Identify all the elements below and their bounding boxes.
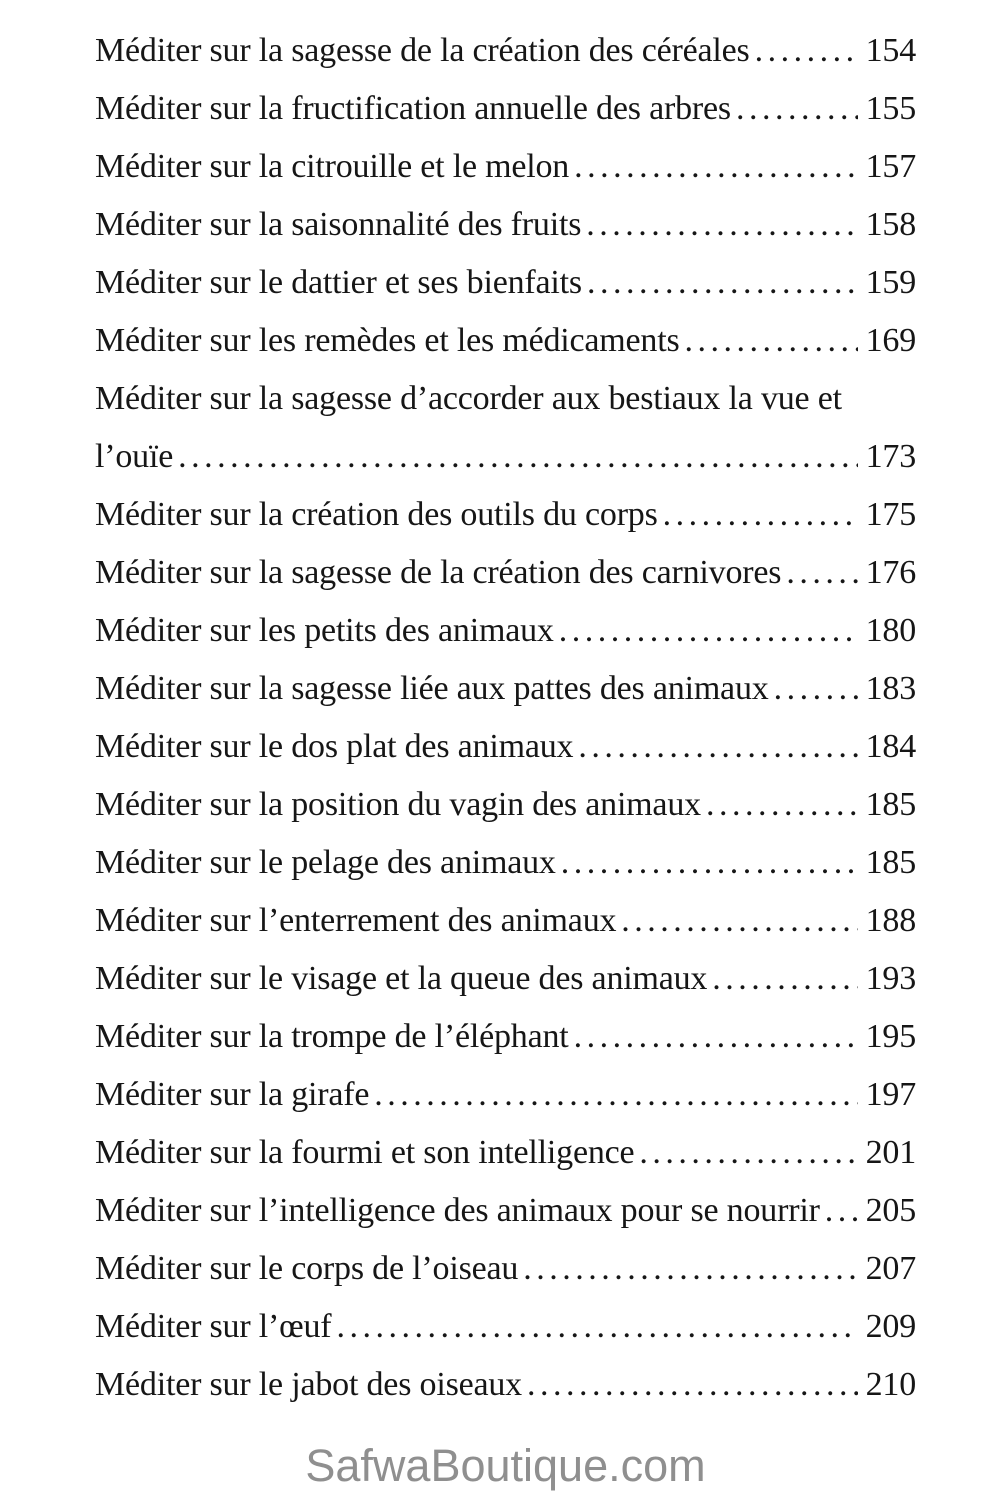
toc-entry-page-number: 188 [865, 902, 916, 939]
toc-entry-title: Méditer sur les remèdes et les médicaments [95, 322, 680, 359]
toc-entry-page-number: 201 [865, 1134, 916, 1171]
toc-entry-title: Méditer sur la position du vagin des animaux [95, 786, 701, 823]
toc-entry-title: Méditer sur les petits des animaux [95, 612, 554, 649]
watermark: SafwaBoutique.com [305, 1440, 706, 1491]
dot-leader [755, 22, 858, 80]
dot-leader [587, 254, 858, 312]
toc-entry [95, 312, 916, 370]
toc-entry-title: Méditer sur le visage et la queue des animaux [95, 960, 708, 997]
toc-entry [95, 1066, 916, 1124]
toc-entry-title: Méditer sur la saisonnalité des fruits [95, 206, 582, 243]
toc-entry-title: Méditer sur l’enterrement des animaux [95, 902, 617, 939]
toc-entry [95, 660, 916, 718]
dot-leader [786, 544, 857, 602]
toc-entry-page-number: 185 [865, 844, 916, 881]
dot-leader [336, 1298, 857, 1356]
dot-leader [574, 138, 857, 196]
toc-entry [95, 80, 916, 138]
toc-entry-page-number: 158 [865, 206, 916, 243]
toc-entry-page-number: 169 [865, 322, 916, 359]
dot-leader [574, 1008, 858, 1066]
toc-entry-page-number: 183 [865, 670, 916, 707]
toc-entry [95, 486, 916, 544]
dot-leader [621, 892, 857, 950]
toc-entry-page-number: 205 [865, 1192, 916, 1229]
toc-entry [95, 544, 916, 602]
toc-list [95, 22, 916, 1414]
dot-leader [774, 660, 858, 718]
toc-entry-page-number: 180 [865, 612, 916, 649]
toc-entry [95, 370, 916, 486]
toc-entry-page-number: 173 [865, 438, 916, 475]
toc-entry [95, 138, 916, 196]
toc-entry-title: l’ouïe [95, 438, 174, 475]
toc-entry-page-number: 195 [865, 1018, 916, 1055]
dot-leader [586, 196, 857, 254]
toc-entry [95, 602, 916, 660]
dot-leader [374, 1066, 857, 1124]
toc-entry-page-number: 207 [865, 1250, 916, 1287]
toc-entry-page-number: 197 [865, 1076, 916, 1113]
toc-entry-title: Méditer sur la fourmi et son intelligence [95, 1134, 635, 1171]
toc-entry-title: Méditer sur la trompe de l’éléphant [95, 1018, 569, 1055]
toc-entry [95, 1298, 916, 1356]
toc-entry [95, 776, 916, 834]
toc-entry-page-number: 209 [865, 1308, 916, 1345]
toc-entry-page-number: 210 [865, 1366, 916, 1403]
toc-entry [95, 950, 916, 1008]
toc-entry-title: Méditer sur le pelage des animaux [95, 844, 556, 881]
toc-entry-title: Méditer sur la création des outils du corps [95, 496, 658, 533]
toc-entry-title: Méditer sur la sagesse de la création des céréales [95, 32, 750, 69]
dot-leader [527, 1356, 858, 1414]
toc-entry-title-line: Méditer sur la sagesse d’accorder aux bestiaux la vue et [95, 380, 842, 417]
toc-entry-page-number: 159 [865, 264, 916, 301]
dot-leader [178, 428, 857, 486]
toc-entry-title: Méditer sur le dattier et ses bienfaits [95, 264, 582, 301]
toc-entry-page-number: 155 [865, 90, 916, 127]
dot-leader [663, 486, 858, 544]
toc-entry-title: Méditer sur l’œuf [95, 1308, 332, 1345]
dot-leader [736, 80, 858, 138]
toc-entry-page-number: 185 [865, 786, 916, 823]
toc-entry-title: Méditer sur la citrouille et le melon [95, 148, 570, 185]
toc-entry [95, 718, 916, 776]
dot-leader [706, 776, 858, 834]
toc-entry [95, 1182, 916, 1240]
toc-entry-page-number: 154 [865, 32, 916, 69]
dot-leader [712, 950, 857, 1008]
dot-leader [825, 1182, 858, 1240]
toc-entry-title: Méditer sur le jabot des oiseaux [95, 1366, 522, 1403]
toc-entry-page-number: 157 [865, 148, 916, 185]
toc-entry-page-number: 176 [865, 554, 916, 591]
toc-entry [95, 1356, 916, 1414]
toc-entry-title: Méditer sur la sagesse de la création des carnivores [95, 554, 782, 591]
dot-leader [685, 312, 858, 370]
toc-entry-page-number: 184 [865, 728, 916, 765]
toc-entry-title: Méditer sur le corps de l’oiseau [95, 1250, 519, 1287]
dot-leader [523, 1240, 857, 1298]
toc-entry [95, 254, 916, 312]
toc-entry-title: Méditer sur l’intelligence des animaux pour se nourrir [95, 1192, 820, 1229]
toc-entry [95, 22, 916, 80]
dot-leader [578, 718, 857, 776]
toc-entry-title: Méditer sur la sagesse liée aux pattes des animaux [95, 670, 769, 707]
toc-entry [95, 892, 916, 950]
dot-leader [639, 1124, 857, 1182]
toc-entry-title: Méditer sur la fructification annuelle des arbres [95, 90, 731, 127]
dot-leader [561, 834, 858, 892]
toc-entry [95, 1008, 916, 1066]
dot-leader [559, 602, 858, 660]
toc-entry [95, 1124, 916, 1182]
toc-entry [95, 834, 916, 892]
toc-entry-title: Méditer sur la girafe [95, 1076, 370, 1113]
toc-entry [95, 1240, 916, 1298]
toc-entry-title: Méditer sur le dos plat des animaux [95, 728, 574, 765]
toc-entry [95, 196, 916, 254]
toc-entry-page-number: 193 [865, 960, 916, 997]
toc-entry-page-number: 175 [865, 496, 916, 533]
